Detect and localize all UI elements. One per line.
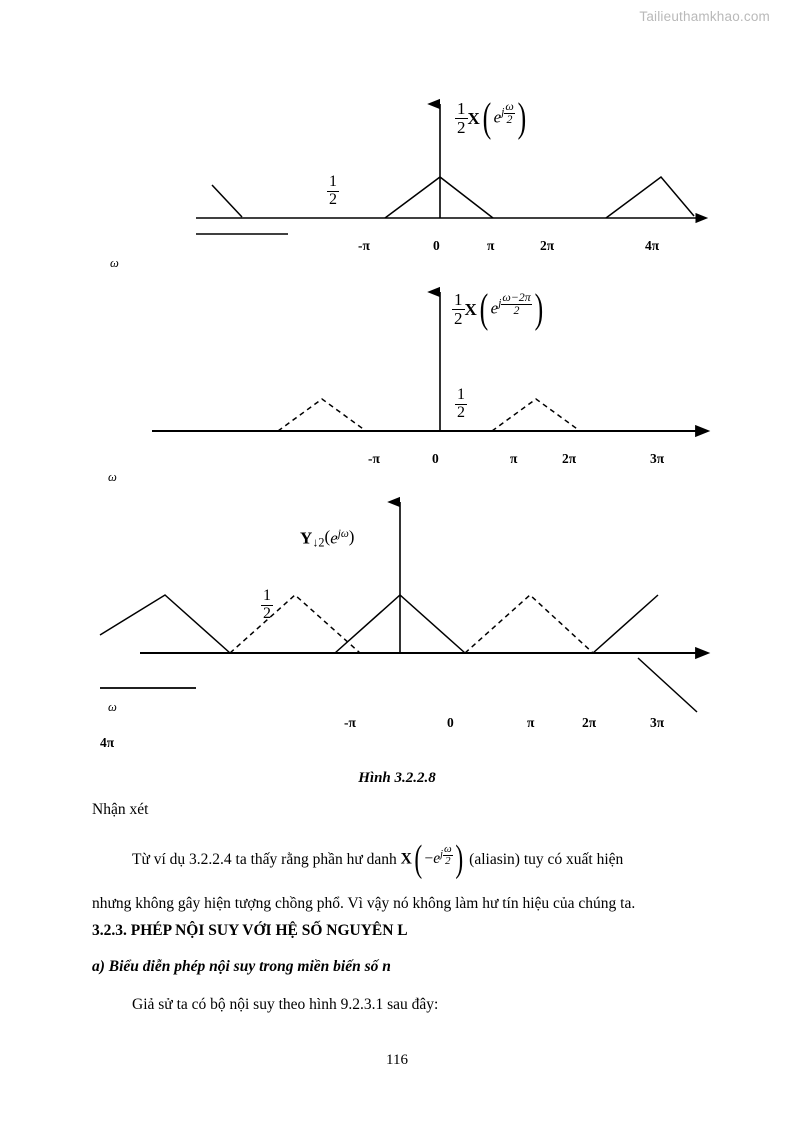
chart-2-axis-label: ω bbox=[108, 470, 117, 484]
chart-1-tick-0: -π bbox=[358, 238, 370, 253]
chart-3-half-annotation: $\frac{1}{2}$ bbox=[263, 587, 271, 622]
paren-open-icon: ( bbox=[479, 286, 489, 333]
paragraph-2: nhưng không gây hiện tượng chồng phổ. Vì vậy nó không làm hư tín hiệu của chúng ta. bbox=[92, 895, 636, 912]
chart-3-corner-label: 4π bbox=[100, 735, 115, 750]
remark-label: Nhận xét bbox=[92, 801, 149, 818]
chart-3-fn-subscript: ↓2 bbox=[312, 535, 325, 550]
chart-2-function-label bbox=[452, 286, 546, 333]
paren-open-icon: ( bbox=[414, 838, 423, 880]
chart-1-function-label bbox=[455, 95, 529, 142]
chart-3-axis-label: ω bbox=[108, 700, 117, 714]
chart-1-exponential: $e^j$ $\frac{\omega}{2}$ bbox=[493, 98, 514, 127]
paragraph-3: Giả sử ta có bộ nội suy theo hình 9.2.3.1 sau đây: bbox=[132, 996, 439, 1013]
chart-2-tick-3: 2π bbox=[562, 451, 577, 466]
chart-1-tick-4: 4π bbox=[645, 238, 660, 253]
chart-1-fn-name: X bbox=[467, 108, 480, 128]
paragraph-1-text-after: (aliasin) tuy có xuất hiện bbox=[469, 851, 624, 869]
section-heading: 3.2.3. PHÉP NỘI SUY VỚI HỆ SỐ NGUYÊN L bbox=[92, 922, 408, 939]
figure-3-2-2-8 bbox=[0, 60, 794, 780]
watermark: Tailieuthamkhao.com bbox=[639, 9, 770, 24]
chart-1-axis-label: ω bbox=[110, 256, 119, 270]
chart-2-graphics bbox=[152, 286, 697, 431]
paren-open-icon: ( bbox=[482, 95, 492, 142]
figure-svg bbox=[0, 60, 794, 780]
chart-2-fn-name: X bbox=[464, 299, 477, 319]
chart-1-half-fraction: $\frac{1}{2}$ bbox=[457, 99, 466, 137]
chart-1-half-annotation: $\frac{1}{2}$ bbox=[329, 173, 337, 208]
chart-3-exponential: $e^{j\omega}$ bbox=[330, 528, 349, 548]
chart-1-tick-1: 0 bbox=[433, 238, 440, 253]
chart-3-tick-0: -π bbox=[344, 715, 356, 730]
chart-1-tick-3: 2π bbox=[540, 238, 555, 253]
chart-1-tick-2: π bbox=[487, 238, 495, 253]
figure-caption: Hình 3.2.2.8 bbox=[358, 770, 436, 786]
paragraph-1 bbox=[92, 838, 706, 880]
paren-close-icon: ) bbox=[455, 838, 463, 880]
chart-2-tick-4: 3π bbox=[650, 451, 665, 466]
page-number: 116 bbox=[386, 1052, 408, 1068]
sub-heading: a) Biểu diễn phép nội suy trong miền biến số n bbox=[92, 958, 391, 975]
paren-close-icon: ) bbox=[517, 95, 526, 142]
paren-close-icon: ) bbox=[534, 286, 543, 333]
chart-2-tick-1: 0 bbox=[432, 451, 439, 466]
chart-3-tick-4: 3π bbox=[650, 715, 665, 730]
chart-3-graphics bbox=[100, 502, 697, 712]
chart-2-half-annotation: $\frac{1}{2}$ bbox=[457, 386, 465, 421]
chart-3-function-label: $Y_{↓2}(e^{j\omega})$ bbox=[300, 527, 355, 550]
chart-2-half-fraction: $\frac{1}{2}$ bbox=[454, 290, 463, 328]
chart-2-exponential: $e^j$ $\frac{\omega-2\pi}{2}$ bbox=[490, 289, 531, 318]
chart-3-tick-3: 2π bbox=[582, 715, 597, 730]
chart-3-fn-name: Y bbox=[300, 528, 313, 548]
chart-3-tick-1: 0 bbox=[447, 715, 454, 730]
chart-2-tick-2: π bbox=[510, 451, 518, 466]
paragraph-1-text-before: Từ ví dụ 3.2.2.4 ta thấy rằng phần hư danh bbox=[132, 851, 397, 869]
chart-2-tick-0: -π bbox=[368, 451, 380, 466]
chart-3-tick-2: π bbox=[527, 715, 535, 730]
paragraph-1-inline-math: $X( -e^j$ $\frac{\omega}{2}$ ) bbox=[400, 838, 463, 880]
chart-1-graphics bbox=[196, 98, 697, 234]
